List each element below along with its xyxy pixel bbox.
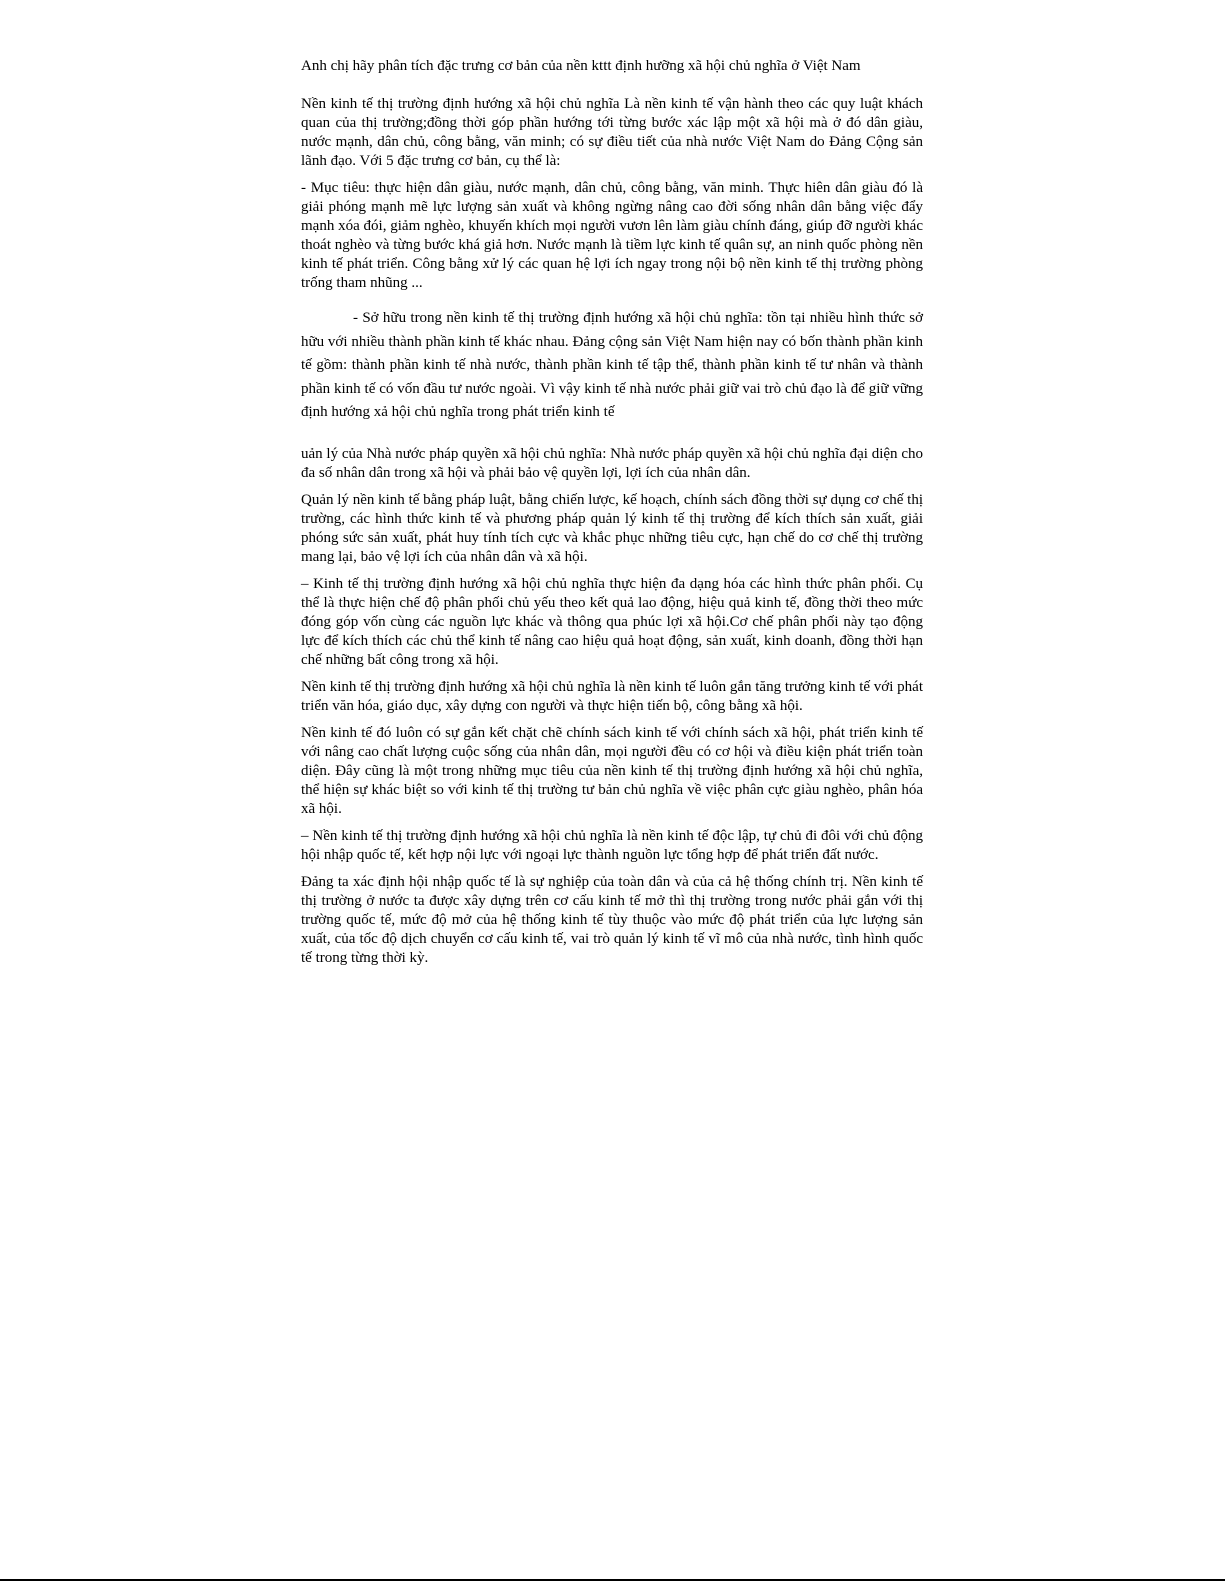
paragraph-ownership: - Sở hữu trong nền kinh tế thị trường định hướng xã hội chủ nghĩa: tồn tại nhiều hình thức sở hữu với nhiều thành phần kinh tế khác nhau. Đảng cộng sản Việt Nam hiện nay có bốn thành phần kinh tế gồm: thành phần kinh tế nhà nước, thành phần kinh tế tập thể, thành phần kinh tế tư nhân và thành phần kinh tế có vốn đầu tư nước ngoài. Vì vậy kinh tế nhà nước phải giữ vai trò chủ đạo là để giữ vững định hướng xả hội chủ nghĩa trong phát triển kinh tế [301,310,923,421]
paragraph-distribution: – Kinh tế thị trường định hướng xã hội chủ nghĩa thực hiện đa dạng hóa các hình thức phân phối. Cụ thể là thực hiện chế độ phân phối chủ yếu theo kết quả lao động, hiệu quả kinh tế, đồng thời theo mức đóng góp vốn cùng các nguồn lực khác và thông qua phúc lợi xã hội.Cơ chế phân phối này tạo động lực để kích thích các chủ thể kinh tế nâng cao hiệu quả hoạt động, sản xuất, kinh doanh, đồng thời hạn chế những bất công trong xã hội. [301,575,923,668]
paragraph-social-policy: Nền kinh tế đó luôn có sự gắn kết chặt chẽ chính sách kinh tế với chính sách xã hội, phát triển kinh tế với nâng cao chất lượng cuộc sống của nhân dân, mọi người đều có cơ hội và điều kiện phát triển toàn diện. Đây cũng là một trong những mục tiêu của nền kinh tế thị trường định hướng xã hội chủ nghĩa, thể hiện sự khác biệt so với kinh tế thị trường tư bản chủ nghĩa về việc phân cực giàu nghèo, phân hóa xã hội. [301,724,923,817]
document-title: Anh chị hãy phân tích đặc trưng cơ bản của nền kttt định hưỡng xã hội chủ nghĩa ở Việt Nam [301,58,861,74]
document-page [301,56,923,976]
paragraph-independence: – Nền kinh tế thị trường định hướng xã hội chủ nghĩa là nền kinh tế độc lập, tự chủ đi đôi với chủ động hội nhập quốc tế, kết hợp nội lực với ngoại lực thành nguồn lực tổng hợp để phát triển đất nước. [301,827,923,863]
paragraph-intro: Nền kinh tế thị trường định hướng xã hội chủ nghĩa Là nền kinh tế vận hành theo các quy luật khách quan của thị trường;đồng thời góp phần hướng tới từng bước xác lập một xã hội mà ở đó dân giàu, nước mạnh, dân chủ, công bằng, văn minh; có sự điều tiết của nhà nước Việt Nam do Đảng Cộng sản lãnh đạo. Với 5 đặc trưng cơ bản, cụ thể là: [301,96,923,169]
page-bottom-rule [0,1579,1225,1581]
paragraph-state-management: uản lý của Nhà nước pháp quyền xã hội chủ nghĩa: Nhà nước pháp quyền xã hội chủ nghĩa đại diện cho đa số nhân dân trong xã hội và phải bảo vệ quyền lợi, lợi ích của nhân dân. [301,445,923,481]
paragraph-social-progress: Nền kinh tế thị trường định hướng xã hội chủ nghĩa là nền kinh tế luôn gắn tăng trưởng kinh tế với phát triển văn hóa, giáo dục, xây dựng con người và thực hiện tiến bộ, công bằng xã hội. [301,678,923,714]
paragraph-integration: Đảng ta xác định hội nhập quốc tế là sự nghiệp của toàn dân và của cả hệ thống chính trị. Nền kinh tế thị trường ở nước ta được xây dựng trên cơ cấu kinh tế mở thì thị trường trong nước phải gắn với thị trường quốc tế, mức độ mở của hệ thống kinh tế tùy thuộc vào mức độ phát triển của lực lượng sản xuất, của tốc độ dịch chuyển cơ cấu kinh tế, vai trò quản lý kinh tế vĩ mô của nhà nước, tình hình quốc tế trong từng thời kỳ. [301,873,923,966]
paragraph-management-methods: Quản lý nền kinh tế bằng pháp luật, bằng chiến lược, kế hoạch, chính sách đồng thời sự dụng cơ chế thị trường, các hình thức kinh tế và phương pháp quản lý kinh tế thị trường để kích thích sản xuất, giải phóng sức sản xuất, phát huy tính tích cực và khắc phục những tiêu cực, hạn chế do cơ chế thị trường mang lại, bảo vệ lợi ích của nhân dân và xã hội. [301,491,923,565]
paragraph-goal: - Mục tiêu: thực hiện dân giàu, nước mạnh, dân chủ, công bằng, văn minh. Thực hiên dân giàu đó là giải phóng mạnh mẽ lực lượng sản xuất và không ngừng nâng cao đời sống nhân dân bằng việc đẩy mạnh xóa đói, giảm nghèo, khuyến khích mọi người vươn lên làm giàu chính đáng, giúp đỡ người khác thoát nghèo và từng bước khá giả hơn. Nước mạnh là tiềm lực kinh tế quân sự, an ninh quốc phòng nền kinh tế phát triển. Công bằng xử lý các quan hệ lợi ích ngay trong nội bộ nền kinh tế thị trường phòng trống tham nhũng ... [301,180,923,291]
